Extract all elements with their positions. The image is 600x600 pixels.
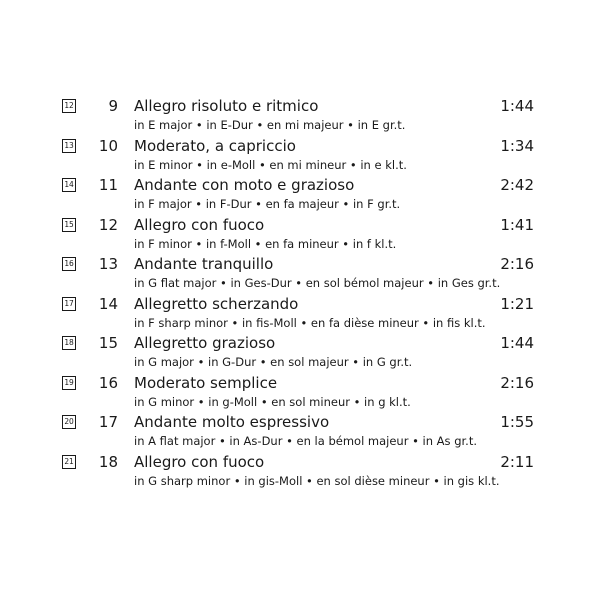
track-key: in F minor • in f-Moll • en fa mineur • in f kl.t.	[134, 236, 397, 251]
track-row	[0, 254, 600, 294]
track-key: in A flat major • in As-Dur • en la bémol majeur • in As gr.t.	[134, 434, 477, 448]
track-title: Allegretto grazioso	[134, 334, 276, 352]
track-title: Andante molto espressivo	[134, 413, 330, 431]
track-number: 15	[98, 334, 118, 352]
track-number: 12	[98, 215, 118, 234]
track-row	[0, 373, 600, 413]
track-row	[0, 412, 600, 452]
track-row	[0, 136, 600, 176]
track-duration: 1:41	[500, 215, 534, 234]
track-title: Moderato, a capriccio	[134, 136, 296, 155]
track-number: 11	[98, 176, 118, 194]
tracklist	[0, 96, 600, 491]
cd-index-box: 12	[62, 99, 76, 113]
track-title: Allegro con fuoco	[134, 215, 265, 234]
track-row	[0, 215, 600, 255]
track-number: 18	[98, 452, 118, 471]
track-key: in E major • in E-Dur • en mi majeur • in E gr.t.	[134, 118, 406, 132]
track-key: in E minor • in e-Moll • en mi mineur • in e kl.t.	[134, 157, 407, 172]
cd-index-box: 15	[62, 218, 76, 232]
track-duration: 1:55	[500, 413, 534, 431]
cd-index-box: 19	[62, 376, 76, 390]
track-duration: 1:44	[500, 97, 534, 115]
track-duration: 2:11	[500, 452, 534, 471]
track-duration: 2:42	[500, 176, 534, 194]
track-number: 16	[98, 373, 118, 392]
track-title: Moderato semplice	[134, 373, 278, 392]
cd-index-box: 17	[62, 297, 76, 311]
track-row	[0, 175, 600, 215]
track-number: 14	[98, 294, 118, 313]
track-key: in F major • in F-Dur • en fa majeur • in F gr.t.	[134, 197, 401, 211]
track-duration: 1:34	[500, 136, 534, 155]
track-key: in G minor • in g-Moll • en sol mineur • in g kl.t.	[134, 394, 411, 409]
track-row	[0, 96, 600, 136]
track-key: in G flat major • in Ges-Dur • en sol bémol majeur • in Ges gr.t.	[134, 276, 501, 290]
track-duration: 1:44	[500, 334, 534, 352]
cd-index-box: 21	[62, 455, 76, 469]
track-duration: 2:16	[500, 373, 534, 392]
track-number: 9	[108, 97, 118, 115]
track-title: Andante con moto e grazioso	[134, 176, 355, 194]
track-title: Allegro con fuoco	[134, 452, 265, 471]
track-number: 13	[98, 255, 118, 273]
cd-index-box: 14	[62, 178, 76, 192]
cd-index-box: 18	[62, 336, 76, 350]
track-row	[0, 333, 600, 373]
track-number: 10	[98, 136, 118, 155]
track-key: in G major • in G-Dur • en sol majeur • in G gr.t.	[134, 355, 413, 369]
track-row	[0, 294, 600, 334]
cd-index-box: 20	[62, 415, 76, 429]
track-duration: 1:21	[500, 294, 534, 313]
track-title: Andante tranquillo	[134, 255, 274, 273]
cd-index-box: 16	[62, 257, 76, 271]
track-key: in F sharp minor • in fis-Moll • en fa dièse mineur • in fis kl.t.	[134, 315, 486, 330]
track-title: Allegro risoluto e ritmico	[134, 97, 319, 115]
track-number: 17	[98, 413, 118, 431]
track-row	[0, 452, 600, 492]
cd-index-box: 13	[62, 139, 76, 153]
track-key: in G sharp minor • in gis-Moll • en sol dièse mineur • in gis kl.t.	[134, 473, 500, 488]
track-duration: 2:16	[500, 255, 534, 273]
track-title: Allegretto scherzando	[134, 294, 299, 313]
